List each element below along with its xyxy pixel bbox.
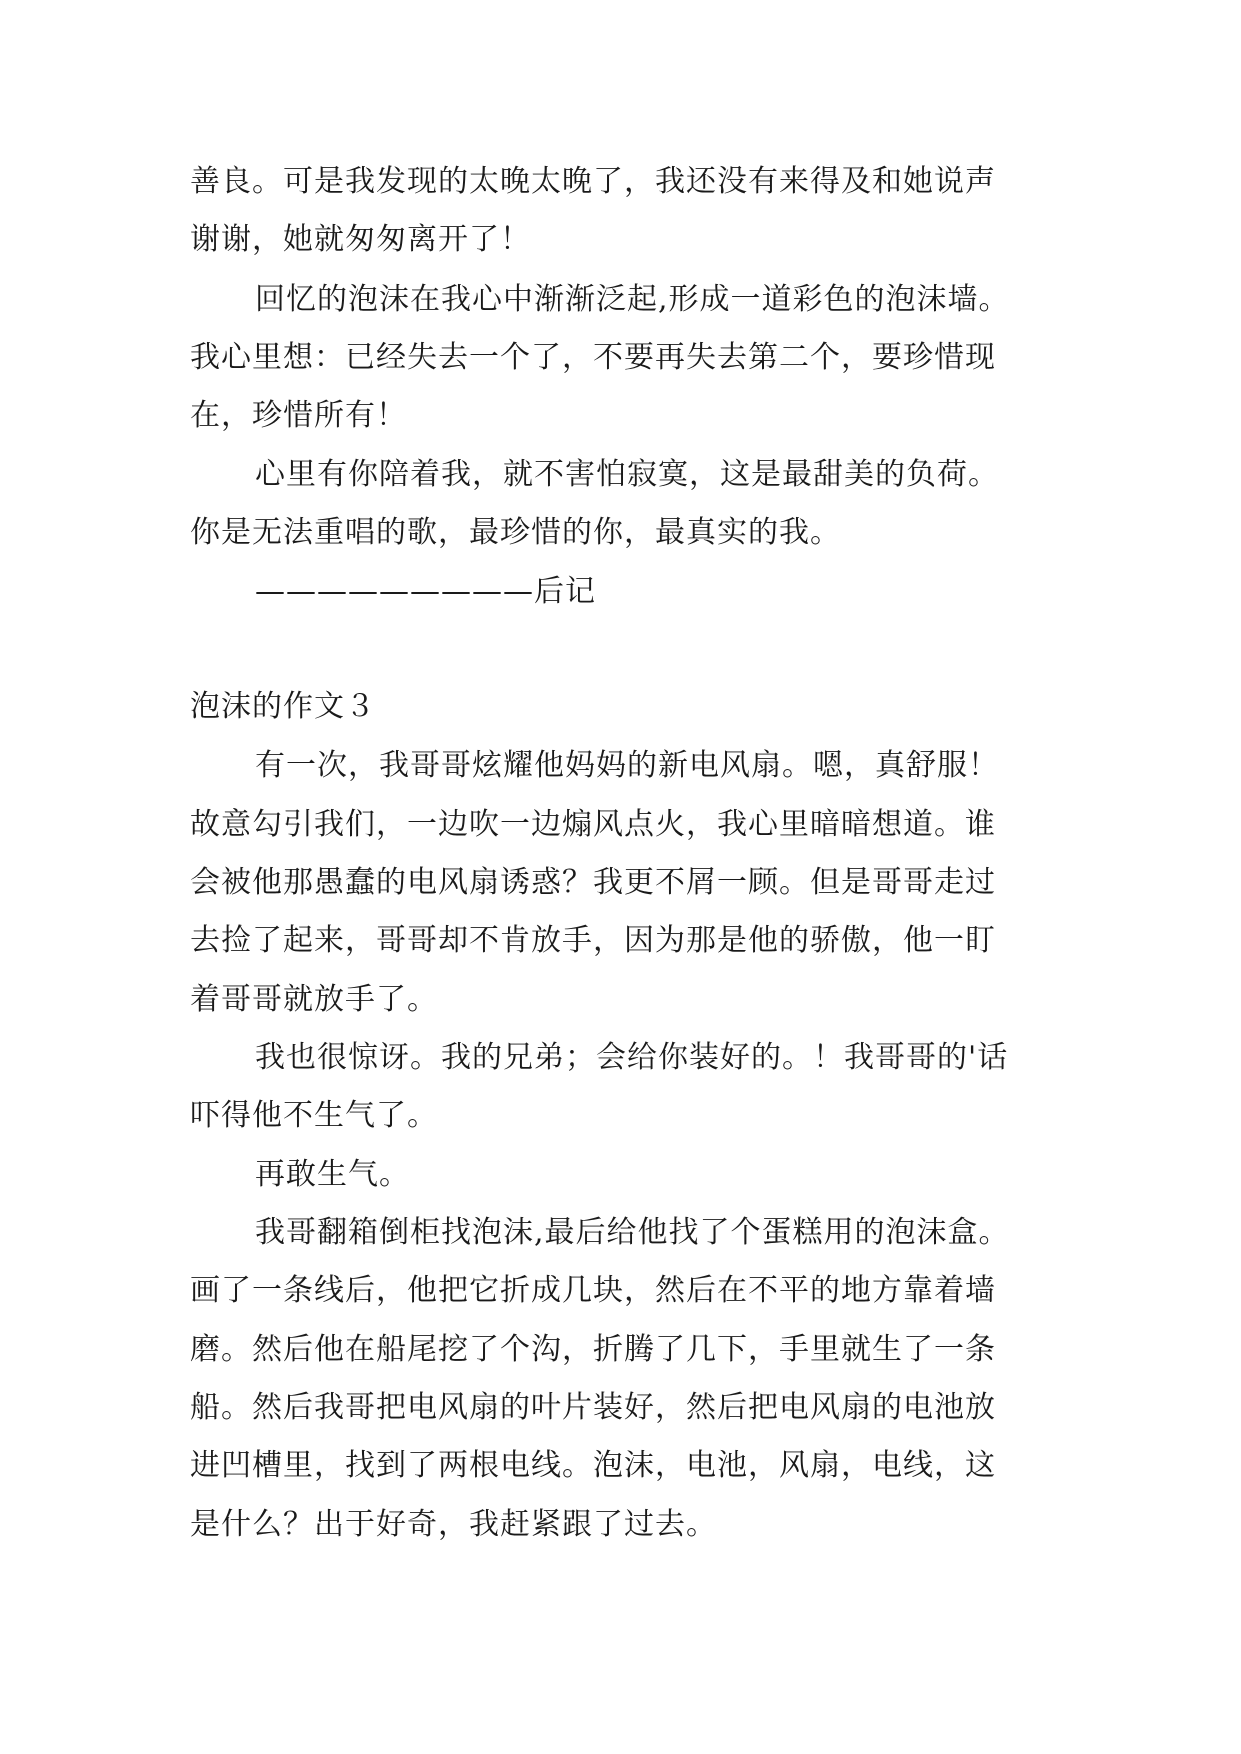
text-line: 去捡了起来，哥哥却不肯放手，因为那是他的骄傲，他一盯 [190, 923, 996, 958]
text-line: 是什么？出于好奇，我赶紧跟了过去。 [190, 1507, 717, 1542]
text-line: 有一次，我哥哥炫耀他妈妈的新电风扇。嗯，真舒服！ [255, 748, 999, 783]
text-line: 会被他那愚蠢的电风扇诱惑？我更不屑一顾。但是哥哥走过 [190, 865, 996, 900]
text-line: 船。然后我哥把电风扇的叶片装好，然后把电风扇的电池放 [190, 1390, 996, 1425]
text-line: 我也很惊讶。我的兄弟；会给你装好的。！我哥哥的'话 [255, 1040, 1009, 1075]
text-line: 我哥翻箱倒柜找泡沫,最后给他找了个蛋糕用的泡沫盒。 [255, 1215, 1010, 1250]
section-title: 泡沫的作文３ [190, 689, 376, 724]
text-line: 磨。然后他在船尾挖了个沟，折腾了几下，手里就生了一条 [190, 1332, 996, 1367]
text-line: 着哥哥就放手了。 [190, 982, 438, 1017]
text-line: 在，珍惜所有！ [190, 398, 407, 433]
text-line: 善良。可是我发现的太晚太晚了，我还没有来得及和她说声 [190, 164, 996, 199]
text-line: 再敢生气。 [255, 1157, 410, 1192]
text-line: 我心里想：已经失去一个了，不要再失去第二个，要珍惜现 [190, 340, 996, 375]
text-line: 心里有你陪着我，就不害怕寂寞，这是最甜美的负荷。 [255, 457, 999, 492]
text-line: 你是无法重唱的歌，最珍惜的你，最真实的我。 [190, 515, 841, 550]
text-line: —————————后记 [255, 574, 596, 609]
text-line: 进凹槽里，找到了两根电线。泡沫，电池，风扇，电线，这 [190, 1448, 996, 1483]
text-line: 回忆的泡沫在我心中渐渐泛起,形成一道彩色的泡沫墙。 [255, 282, 1010, 317]
text-line: 谢谢，她就匆匆离开了！ [190, 222, 531, 257]
text-line: 故意勾引我们，一边吹一边煽风点火，我心里暗暗想道。谁 [190, 807, 996, 842]
text-line: 画了一条线后，他把它折成几块，然后在不平的地方靠着墙 [190, 1273, 996, 1308]
text-line: 吓得他不生气了。 [190, 1098, 438, 1133]
